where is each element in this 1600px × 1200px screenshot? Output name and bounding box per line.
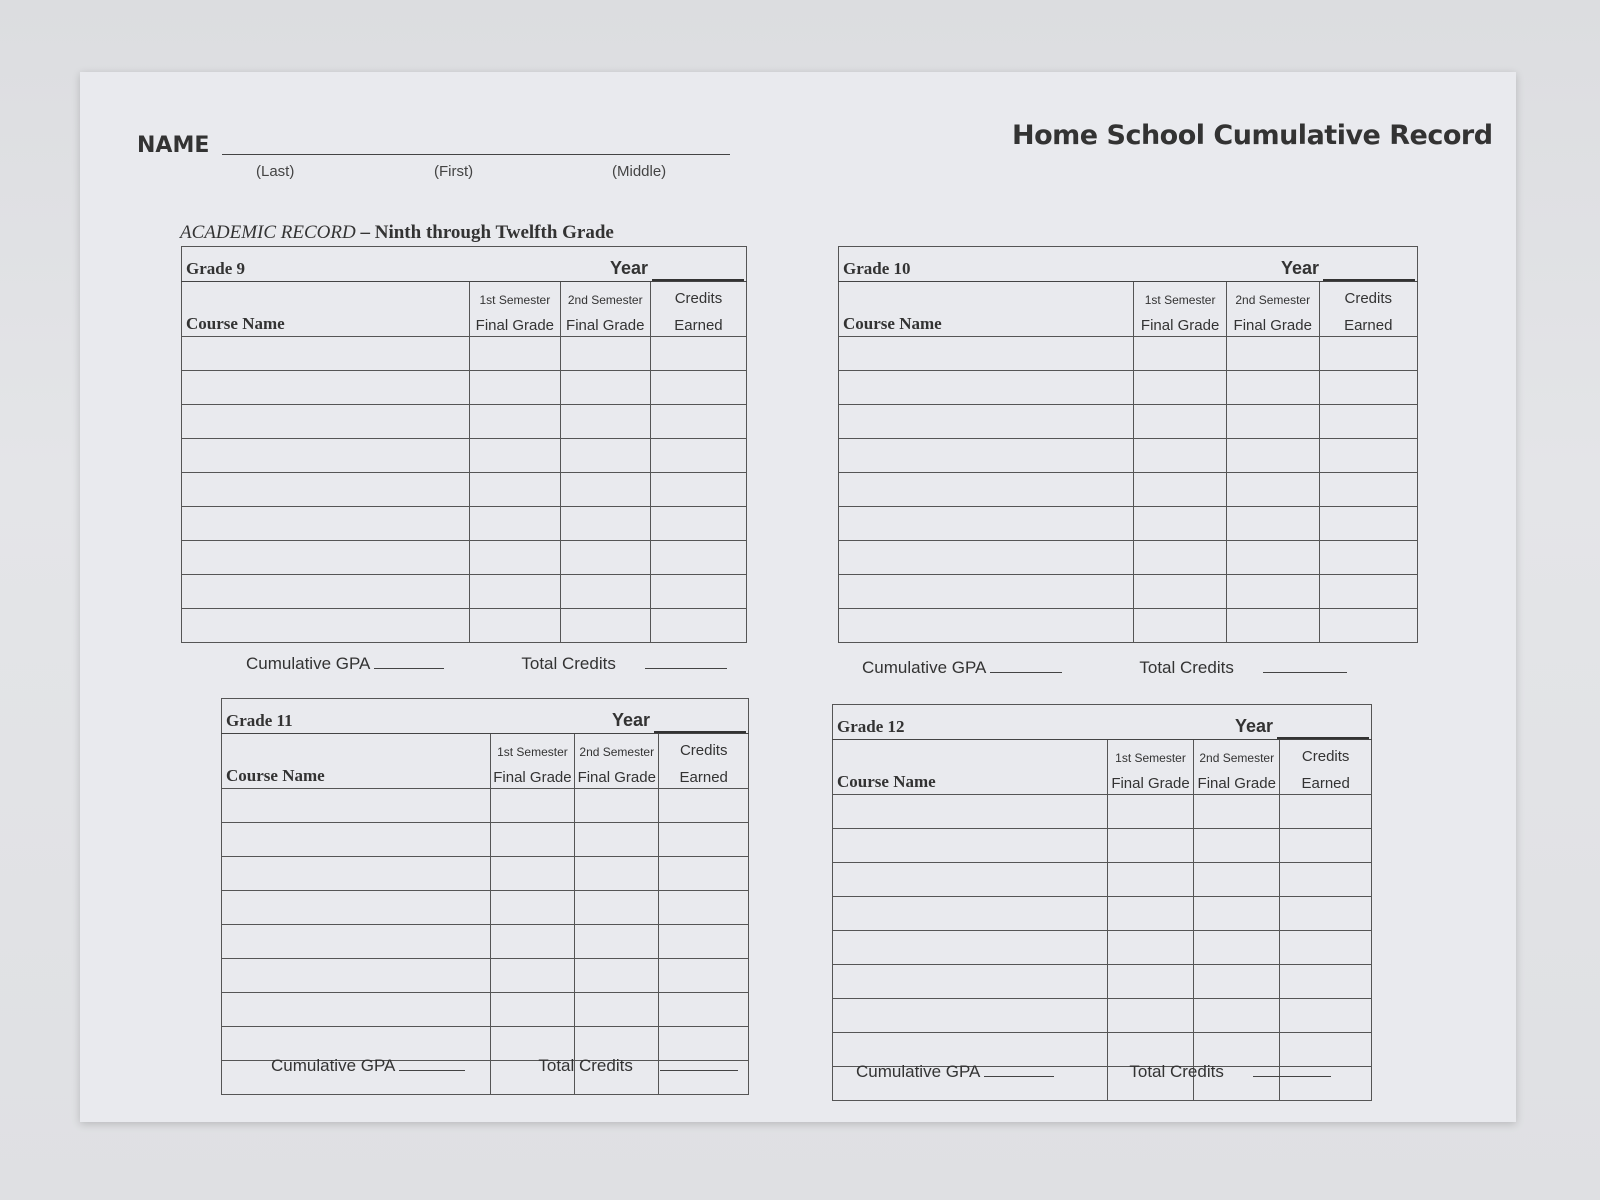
sem1-grade-cell[interactable] [1134,405,1227,439]
course-name-cell[interactable] [833,931,1108,965]
course-name-cell[interactable] [182,371,470,405]
credits-cell[interactable] [650,337,746,371]
credits-cell[interactable] [1319,609,1417,643]
table-row [182,405,747,439]
sem2-grade-cell[interactable] [1226,541,1319,575]
grade-12-table [832,704,1372,1101]
course-name-header: Course Name [222,734,491,789]
course-name-cell[interactable] [833,795,1108,829]
sem1-grade-cell[interactable] [490,993,574,1027]
sem1-header-bottom: Final Grade [493,769,572,786]
sem1-header-top: 1st Semester [497,745,568,759]
credits-header [659,734,749,789]
cumulative-gpa-label: Cumulative GPA [856,1062,980,1081]
course-name-cell[interactable] [222,891,491,925]
sem1-header-top: 1st Semester [479,293,551,307]
sem2-grade-cell[interactable] [560,371,650,405]
name-label: NAME [137,133,210,158]
sem2-grade-cell[interactable] [560,541,650,575]
sem1-grade-cell[interactable] [1107,863,1193,897]
sem2-header-bottom: Final Grade [566,317,645,334]
sem1-grade-cell[interactable] [490,789,574,823]
grade-table [221,698,749,1095]
course-name-cell[interactable] [839,609,1134,643]
grade-11-table [221,698,749,1095]
course-name-cell[interactable] [182,507,470,541]
credits-cell[interactable] [659,789,749,823]
sem2-grade-cell[interactable] [560,337,650,371]
sem1-header [470,282,560,337]
credits-cell[interactable] [650,507,746,541]
course-name-cell[interactable] [182,337,470,371]
credits-cell[interactable] [1280,829,1372,863]
credits-cell[interactable] [1319,371,1417,405]
course-name-cell[interactable] [222,925,491,959]
sem2-grade-cell[interactable] [1194,931,1280,965]
sem1-grade-cell[interactable] [470,337,560,371]
total-credits-label: Total Credits [1129,1062,1224,1081]
name-first-caption: (First) [434,163,474,180]
sem1-grade-cell[interactable] [1107,829,1193,863]
sem1-grade-cell[interactable] [470,609,560,643]
year-label: Year [1280,258,1319,278]
credits-cell[interactable] [1280,965,1372,999]
total-credits-label: Total Credits [1139,658,1234,677]
course-name-header: Course Name [182,282,470,337]
grade-label: Grade 9 [186,259,246,278]
grade-11-footer [271,1056,738,1076]
total-credits-label: Total Credits [538,1056,633,1075]
table-row [839,575,1418,609]
section-title-sub: – Ninth through Twelfth Grade [355,222,614,243]
table-row [839,405,1418,439]
sem1-header [1107,740,1193,795]
sem1-grade-cell[interactable] [470,575,560,609]
credits-header-bottom: Earned [679,769,728,786]
grade-title-cell [839,247,1418,282]
table-row [222,857,749,891]
credits-cell[interactable] [1280,999,1372,1033]
credits-cell[interactable] [659,959,749,993]
total-credits-label: Total Credits [521,654,616,673]
sem2-grade-cell[interactable] [1226,473,1319,507]
course-name-cell[interactable] [839,575,1134,609]
sem1-grade-cell[interactable] [1134,337,1227,371]
course-name-cell[interactable] [182,575,470,609]
table-row [182,575,747,609]
sem2-header-top: 2nd Semester [1235,293,1311,307]
sem2-header [1226,282,1319,337]
sem1-header-bottom: Final Grade [1140,317,1220,334]
total-credits-field[interactable] [1263,672,1347,673]
course-name-cell[interactable] [839,507,1134,541]
grade-table [181,246,747,643]
credits-header-top: Credits [1301,748,1350,765]
sem2-header [575,734,659,789]
course-name-cell[interactable] [222,993,491,1027]
credits-cell[interactable] [650,541,746,575]
sem1-grade-cell[interactable] [470,439,560,473]
cumulative-gpa-label: Cumulative GPA [862,658,986,677]
credits-header-top: Credits [674,290,723,307]
credits-cell[interactable] [659,925,749,959]
table-row [182,541,747,575]
sem1-grade-cell[interactable] [1134,439,1227,473]
credits-cell[interactable] [659,823,749,857]
cumulative-gpa-label: Cumulative GPA [246,654,370,673]
credits-cell[interactable] [1280,931,1372,965]
sem1-grade-cell[interactable] [470,371,560,405]
sem2-header-bottom: Final Grade [1197,775,1276,792]
cumulative-gpa-field[interactable] [984,1076,1054,1077]
course-name-header: Course Name [839,282,1134,337]
year-label: Year [611,710,650,730]
grade-9-footer [246,654,727,674]
grade-table [832,704,1372,1101]
table-row [833,795,1372,829]
sem2-grade-cell[interactable] [575,891,659,925]
sem2-grade-cell[interactable] [575,857,659,891]
table-row [222,925,749,959]
sem2-grade-cell[interactable] [1226,507,1319,541]
sem2-grade-cell[interactable] [1194,897,1280,931]
table-row [839,541,1418,575]
table-row [182,439,747,473]
credits-cell[interactable] [650,371,746,405]
year-label: Year [1234,716,1273,736]
cumulative-gpa-field[interactable] [399,1070,465,1071]
sem2-grade-cell[interactable] [575,823,659,857]
sem1-grade-cell[interactable] [470,473,560,507]
sem2-grade-cell[interactable] [575,925,659,959]
credits-header-bottom: Earned [674,317,723,334]
sem1-grade-cell[interactable] [1134,507,1227,541]
total-credits-field[interactable] [660,1070,738,1071]
sem2-grade-cell[interactable] [1194,965,1280,999]
total-credits-field[interactable] [645,668,727,669]
credits-cell[interactable] [1319,337,1417,371]
course-name-cell[interactable] [839,473,1134,507]
grade-table [838,246,1418,643]
sem1-header-top: 1st Semester [1115,751,1186,765]
section-title [180,222,614,244]
sem2-header-top: 2nd Semester [567,293,643,307]
table-row [833,965,1372,999]
course-name-cell[interactable] [839,405,1134,439]
credits-cell[interactable] [650,575,746,609]
year-label: Year [609,258,648,278]
table-row [839,371,1418,405]
credits-cell[interactable] [650,609,746,643]
credits-cell[interactable] [1319,507,1417,541]
grade-9-table [181,246,747,643]
sem2-grade-cell[interactable] [560,609,650,643]
sem1-grade-cell[interactable] [490,823,574,857]
table-row [222,993,749,1027]
credits-cell[interactable] [650,473,746,507]
course-name-cell[interactable] [222,857,491,891]
table-row [182,507,747,541]
credits-cell[interactable] [659,891,749,925]
name-input-line[interactable] [222,154,730,155]
grade-title-cell [833,705,1372,740]
sem1-grade-cell[interactable] [1134,371,1227,405]
course-name-cell[interactable] [182,439,470,473]
sem1-grade-cell[interactable] [490,925,574,959]
credits-header-top: Credits [679,742,728,759]
course-name-cell[interactable] [839,439,1134,473]
table-row [833,829,1372,863]
sem2-grade-cell[interactable] [1226,575,1319,609]
sem2-header [560,282,650,337]
sem2-grade-cell[interactable] [1226,439,1319,473]
sem2-grade-cell[interactable] [1194,795,1280,829]
table-row [839,609,1418,643]
name-middle-caption: (Middle) [612,163,667,180]
table-row [182,337,747,371]
sem2-header-top: 2nd Semester [579,745,655,759]
course-name-cell[interactable] [833,897,1108,931]
sem2-grade-cell[interactable] [560,507,650,541]
credits-cell[interactable] [1280,863,1372,897]
grade-12-footer [856,1062,1331,1082]
course-name-cell[interactable] [833,999,1108,1033]
sem2-grade-cell[interactable] [1226,337,1319,371]
course-name-cell[interactable] [182,405,470,439]
credits-header-bottom: Earned [1301,775,1350,792]
page-title: Home School Cumulative Record [1012,120,1493,151]
course-name-cell[interactable] [833,863,1108,897]
sem1-header-top: 1st Semester [1144,293,1216,307]
sem1-grade-cell[interactable] [490,959,574,993]
sem2-grade-cell[interactable] [1226,371,1319,405]
sem1-header [490,734,574,789]
course-name-cell[interactable] [222,959,491,993]
sem2-grade-cell[interactable] [1194,829,1280,863]
sem2-grade-cell[interactable] [1194,863,1280,897]
sem2-grade-cell[interactable] [575,959,659,993]
sem1-header-bottom: Final Grade [475,317,555,334]
credits-cell[interactable] [650,405,746,439]
sem1-grade-cell[interactable] [1134,541,1227,575]
sem1-grade-cell[interactable] [1107,965,1193,999]
table-row [833,931,1372,965]
table-row [222,891,749,925]
course-name-cell[interactable] [833,829,1108,863]
credits-cell[interactable] [1319,575,1417,609]
sem1-grade-cell[interactable] [490,857,574,891]
cumulative-gpa-label: Cumulative GPA [271,1056,395,1075]
course-name-cell[interactable] [839,541,1134,575]
sem1-grade-cell[interactable] [1134,575,1227,609]
sem2-grade-cell[interactable] [560,405,650,439]
table-row [839,337,1418,371]
sem2-header-top: 2nd Semester [1199,751,1275,765]
credits-cell[interactable] [659,857,749,891]
credits-header [650,282,746,337]
table-row [222,959,749,993]
sem1-grade-cell[interactable] [470,405,560,439]
grade-title-cell [182,247,747,282]
credits-cell[interactable] [659,993,749,1027]
sem1-grade-cell[interactable] [1107,931,1193,965]
sem1-grade-cell[interactable] [1107,999,1193,1033]
sem2-grade-cell[interactable] [560,575,650,609]
grade-label: Grade 10 [843,259,911,278]
course-name-cell[interactable] [222,823,491,857]
credits-cell[interactable] [1319,405,1417,439]
table-row [182,371,747,405]
cumulative-gpa-field[interactable] [374,668,444,669]
grade-10-table [838,246,1418,643]
sem2-grade-cell[interactable] [560,439,650,473]
credits-cell[interactable] [1319,473,1417,507]
credits-cell[interactable] [650,439,746,473]
section-title-main: ACADEMIC RECORD [180,222,356,243]
sem1-grade-cell[interactable] [1134,609,1227,643]
table-row [182,473,747,507]
sem1-grade-cell[interactable] [470,541,560,575]
sem2-header [1194,740,1280,795]
sem1-header-bottom: Final Grade [1111,775,1190,792]
sem1-grade-cell[interactable] [1134,473,1227,507]
table-row [839,439,1418,473]
grade-label: Grade 12 [837,717,905,736]
course-name-cell[interactable] [833,965,1108,999]
total-credits-field[interactable] [1253,1076,1331,1077]
cumulative-gpa-field[interactable] [990,672,1062,673]
table-row [833,897,1372,931]
grade-10-footer [862,658,1347,678]
credits-header-top: Credits [1344,290,1393,307]
sem1-grade-cell[interactable] [470,507,560,541]
table-row [182,609,747,643]
sem1-grade-cell[interactable] [490,891,574,925]
sem2-grade-cell[interactable] [1194,999,1280,1033]
credits-cell[interactable] [1319,439,1417,473]
course-name-cell[interactable] [182,541,470,575]
course-name-cell[interactable] [182,473,470,507]
grade-title-cell [222,699,749,734]
credits-header [1319,282,1417,337]
sem1-grade-cell[interactable] [1107,897,1193,931]
sem2-header-bottom: Final Grade [577,769,656,786]
table-row [222,823,749,857]
sem2-grade-cell[interactable] [575,993,659,1027]
course-name-cell[interactable] [222,789,491,823]
sem2-grade-cell[interactable] [1226,405,1319,439]
sem2-grade-cell[interactable] [575,789,659,823]
table-row [833,999,1372,1033]
credits-cell[interactable] [1280,897,1372,931]
sem1-grade-cell[interactable] [1107,795,1193,829]
credits-cell[interactable] [1319,541,1417,575]
table-row [839,473,1418,507]
table-row [839,507,1418,541]
credits-cell[interactable] [1280,795,1372,829]
name-last-caption: (Last) [256,163,295,180]
sem2-header-bottom: Final Grade [1233,317,1312,334]
sem2-grade-cell[interactable] [1226,609,1319,643]
grade-label: Grade 11 [226,711,293,730]
sem1-header [1134,282,1227,337]
credits-header [1280,740,1372,795]
course-name-cell[interactable] [839,371,1134,405]
credits-header-bottom: Earned [1344,317,1393,334]
sem2-grade-cell[interactable] [560,473,650,507]
course-name-cell[interactable] [839,337,1134,371]
table-row [833,863,1372,897]
course-name-header: Course Name [833,740,1108,795]
course-name-cell[interactable] [182,609,470,643]
table-row [222,789,749,823]
